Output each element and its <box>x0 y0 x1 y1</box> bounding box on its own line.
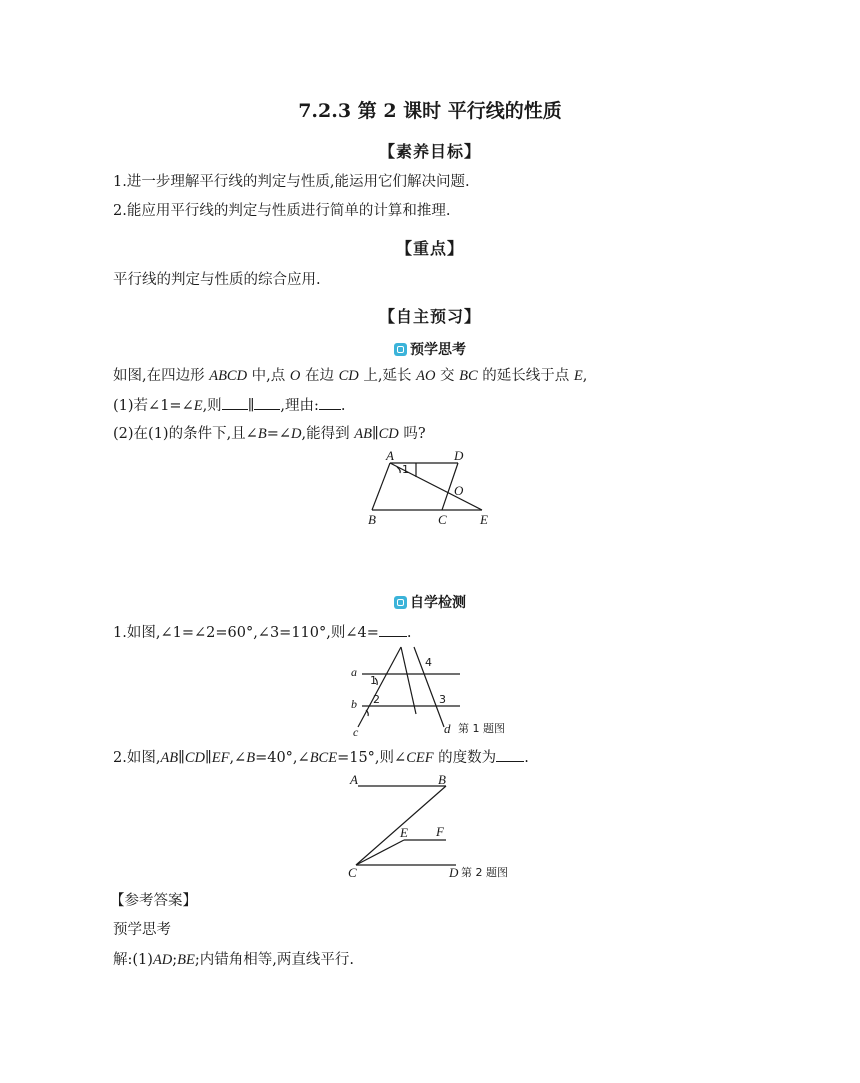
preview-stem: 如图,在四边形 ABCD 中,点 O 在边 CD 上,延长 AO 交 BC 的延长线于点 E, <box>113 368 588 384</box>
label-angle-3: 3 <box>439 693 446 706</box>
label-line-b: b <box>351 697 357 711</box>
parallel-lines-figure-2 <box>342 770 532 882</box>
label-angle-4: 4 <box>425 656 432 669</box>
label-a: A <box>350 772 358 787</box>
label-line-c: c <box>353 725 359 738</box>
section-goals-heading: 【素养目标】 <box>378 142 481 161</box>
label-c: C <box>348 865 357 880</box>
preview-book-icon <box>394 343 407 356</box>
label-angle-2: 2 <box>373 693 380 706</box>
preview-question-2: (2)在(1)的条件下,且∠B=∠D,能得到 AB∥CD 吗? <box>113 426 426 442</box>
angle-2-arc <box>366 710 368 716</box>
answer-blank[interactable] <box>496 747 524 762</box>
label-d: D <box>449 865 459 880</box>
segment-ab <box>372 463 390 510</box>
label-b: B <box>368 512 376 527</box>
label-line-a: a <box>351 665 357 679</box>
answer-line-1: 解:(1)AD;BE;内错角相等,两直线平行. <box>113 952 354 968</box>
answers-heading: 【参考答案】 <box>110 893 197 909</box>
self-check-icon <box>394 596 407 609</box>
section-preview-heading: 【自主预习】 <box>378 307 481 326</box>
key-point-text: 平行线的判定与性质的综合应用. <box>113 272 321 288</box>
label-o: O <box>454 483 464 498</box>
label-e: E <box>480 512 488 527</box>
goal-2: 2.能应用平行线的判定与性质进行简单的计算和推理. <box>113 203 451 219</box>
label-f: F <box>436 824 444 839</box>
goal-1: 1.进一步理解平行线的判定与性质,能运用它们解决问题. <box>113 174 470 190</box>
answer-blank[interactable] <box>379 622 407 637</box>
self-check-question-2: 2.如图,AB∥CD∥EF,∠B=40°,∠BCE=15°,则∠CEF 的度数为 . <box>113 747 529 768</box>
label-e: E <box>400 825 408 840</box>
preview-think-heading: 预学思考 <box>0 339 860 359</box>
label-b: B <box>438 772 446 787</box>
answer-blank[interactable] <box>319 395 341 410</box>
line-c-right <box>401 647 416 714</box>
label-line-d: d <box>444 721 451 736</box>
label-angle-1: 1 <box>402 463 409 476</box>
label-angle-1: 1 <box>370 674 377 687</box>
preview-question-1: (1)若∠1=∠E,则 ∥ ,理由: . <box>113 395 346 416</box>
answer-blank[interactable] <box>222 395 248 410</box>
section-key-heading: 【重点】 <box>395 239 464 258</box>
page-title: 7.2.3 第 2 课时 平行线的性质 <box>298 100 562 122</box>
answers-subheading: 预学思考 <box>113 922 171 938</box>
self-check-heading: 自学检测 <box>0 592 860 612</box>
self-check-question-1: 1.如图,∠1=∠2=60°,∠3=110°,则∠4= . <box>113 622 412 643</box>
line-c <box>358 647 401 727</box>
answer-blank[interactable] <box>254 395 280 410</box>
label-a: A <box>386 448 394 463</box>
quadrilateral-figure <box>360 446 510 530</box>
parallel-lines-figure-1 <box>346 644 526 738</box>
figure-1-caption: 第 1 题图 <box>458 722 505 735</box>
label-d: D <box>454 448 464 463</box>
figure-2-caption: 第 2 题图 <box>461 866 508 879</box>
label-c: C <box>438 512 447 527</box>
